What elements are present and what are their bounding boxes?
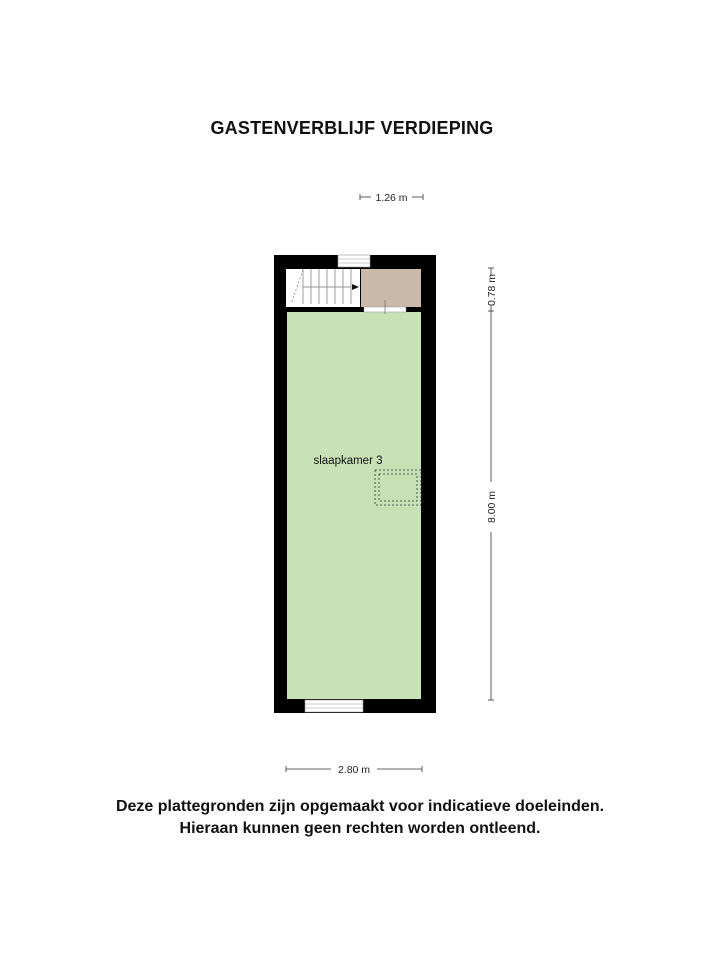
- window-top: [338, 255, 370, 267]
- dimension-top-label: 1.26 m: [375, 192, 408, 204]
- stair-area: [286, 269, 360, 307]
- dimension-bottom: [286, 764, 422, 776]
- storage-room: [361, 269, 421, 307]
- dimension-top: [360, 192, 423, 204]
- disclaimer-line-1: Deze plattegronden zijn opgemaakt voor indicatieve doeleinden.: [115, 798, 605, 815]
- dimension-right-lower-label: 8.00 m: [486, 490, 498, 524]
- plan-title: GASTENVERBLIJF VERDIEPING: [210, 118, 494, 138]
- dimension-right-upper-label: 0.78 m: [486, 273, 498, 307]
- disclaimer: [0, 796, 720, 840]
- disclaimer-line-2: Hieraan kunnen geen rechten worden ontleend.: [179, 820, 541, 837]
- dimension-right: [486, 268, 498, 700]
- dimension-bottom-label: 2.80 m: [337, 764, 371, 776]
- room-slaapkamer: [287, 312, 421, 699]
- window-bottom: [305, 700, 363, 712]
- room-label: slaapkamer 3: [313, 455, 383, 467]
